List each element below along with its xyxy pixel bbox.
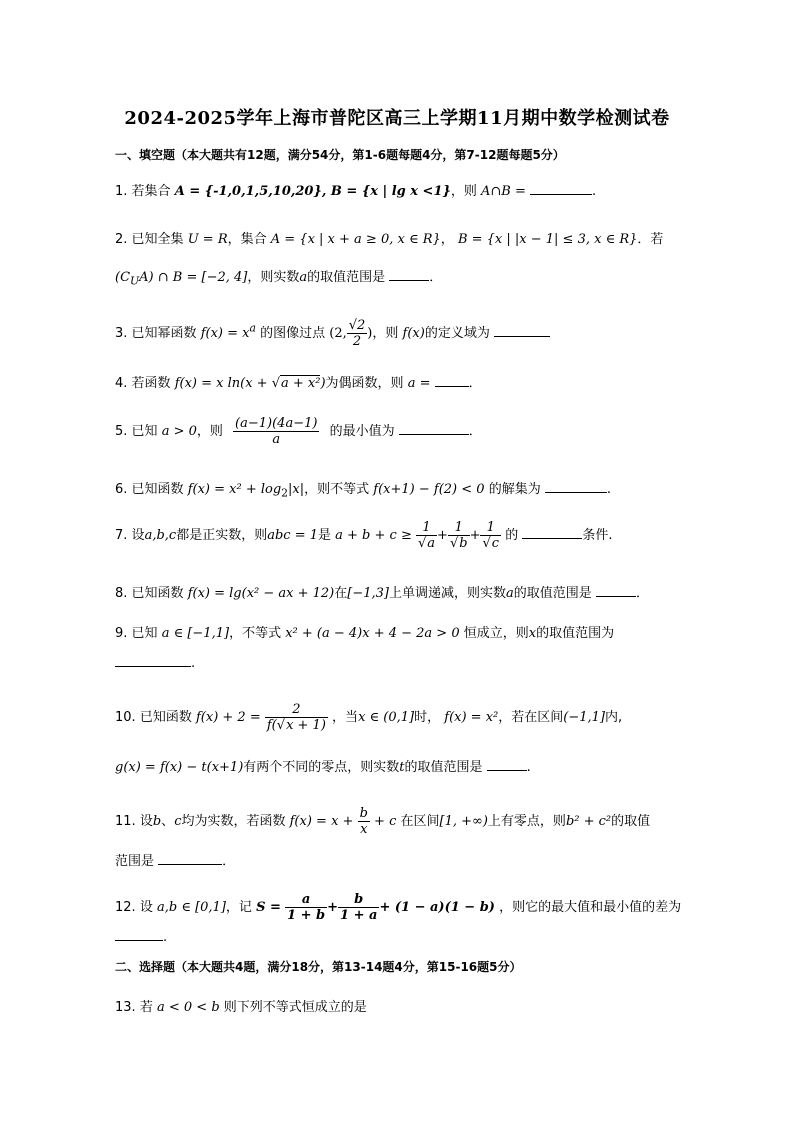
fraction-1-over-sqrt-c: $\frac{1}{√c}$ bbox=[482, 520, 500, 551]
answer-blank-8[interactable] bbox=[596, 584, 636, 597]
answer-blank-4[interactable] bbox=[435, 374, 469, 387]
question-12-cont: . bbox=[115, 928, 167, 945]
fraction-sqrt2-over-2: $\frac{√2}{2}$ bbox=[348, 318, 366, 349]
question-2-cont: $(C_UA)$ ∩ B = [−2, 4]，则实数a的取值范围是 ． bbox=[115, 270, 443, 288]
question-8: 8. 已知函数 f(x) = lg(x² − ax + 12)在[−1,3]上单调递减，则实数a的取值范围是 ． bbox=[115, 586, 649, 601]
answer-blank-5[interactable] bbox=[399, 422, 469, 435]
fraction-1-over-sqrt-a: $\frac{1}{√a}$ bbox=[417, 520, 436, 551]
answer-blank-10[interactable] bbox=[487, 758, 527, 771]
question-6: 6. 已知函数 $f(x) = x^2 + \log_2|x|$，则不等式 f(x+1) − f(2) < 0 的解集为 . bbox=[115, 482, 611, 500]
fraction-q5: $\frac{(a-1)(4a-1)}{a}$ bbox=[235, 416, 318, 447]
sqrt-sign: √ bbox=[271, 376, 280, 391]
answer-blank-6[interactable] bbox=[545, 480, 607, 493]
question-13: 13. 若 a < 0 < b 则下列不等式恒成立的是 bbox=[115, 1000, 367, 1015]
question-10: 10. 已知函数 f(x) + 2 = $\frac{2}{f(√x + 1)}$ ，当x ∈ (0,1]时， f(x) = x²，若在区间(−1,1]内, bbox=[115, 702, 623, 733]
answer-blank-2[interactable] bbox=[389, 268, 429, 281]
page-title: 2024-2025学年上海市普陀区高三上学期11月期中数学检测试卷 bbox=[124, 108, 670, 129]
question-7: 7. 设a,b,c都是正实数，则abc = 1是 a + b + c ≥ $\frac{1}{√a}$ + $\frac{1}{√b}$ + $\frac{1}{√c}$ 的 条件. bbox=[115, 520, 613, 551]
answer-blank-1[interactable] bbox=[530, 182, 592, 195]
question-2: 2. 已知全集 U = R，集合 A = {x | x + a ≥ 0, x ∈ R}， B = {x | |x − 1| ≤ 3, x ∈ R}．若 bbox=[115, 232, 664, 247]
question-5: 5. 已知 a > 0，则 $\frac{(a-1)(4a-1)}{a}$ 的最小值为 ． bbox=[115, 416, 482, 447]
question-9: 9. 已知 a ∈ [−1,1]，不等式 x² + (a − 4)x + 4 − 2a > 0 恒成立，则x的取值范围为 bbox=[115, 626, 615, 641]
fraction-a-over-1-plus-b: $\frac{a}{1 + b}$ bbox=[287, 892, 326, 923]
question-9-cont: . bbox=[115, 654, 195, 671]
question-11-cont: 范围是 ． bbox=[115, 854, 236, 869]
answer-blank-7[interactable] bbox=[522, 526, 582, 539]
fraction-1-over-sqrt-b: $\frac{1}{√b}$ bbox=[449, 520, 468, 551]
fraction-b-over-1-plus-a: $\frac{b}{1 + a}$ bbox=[340, 892, 378, 923]
question-12: 12. 设 a,b ∈ [0,1]，记 S = $\frac{a}{1 + b}$ + $\frac{b}{1 + a}$ + (1 − a)(1 − b) ，则它的最大值和最小值的差为 bbox=[115, 892, 682, 923]
section-choice-header: 二、选择题（本大题共4题，满分18分，第13-14题4分，第15-16题5分） bbox=[115, 960, 522, 974]
answer-blank-12[interactable] bbox=[115, 928, 163, 941]
question-3: 3. 已知幂函数 $f(x) = x^a$ 的图像过点 (2, $\frac{√2}{2}$ )，则 f(x)的定义域为 bbox=[115, 318, 550, 349]
section-fill-blank-header: 一、填空题（本大题共有12题，满分54分，第1-6题每题4分，第7-12题每题5分） bbox=[115, 148, 565, 162]
answer-blank-3[interactable] bbox=[494, 324, 550, 337]
fraction-q10: $\frac{2}{f(√x + 1)}$ bbox=[266, 702, 326, 733]
question-4: 4. 若函数 f(x) = x ln(x + √a + x²)为偶函数，则 a = ． bbox=[115, 376, 482, 391]
question-10-cont: g(x) = f(x) − t(x+1)有两个不同的零点，则实数t的取值范围是 . bbox=[115, 760, 531, 775]
answer-blank-9[interactable] bbox=[115, 654, 191, 667]
question-11: 11. 设b、c均为实数，若函数 f(x) = x + $\frac{b}{x}$ + c 在区间[1, +∞)上有零点，则b² + c²的取值 bbox=[115, 806, 651, 837]
fraction-b-over-x: $\frac{b}{x}$ bbox=[359, 806, 368, 837]
question-1: 1. 若集合 A = {-1,0,1,5,10,20}, B = {x | lg x <1}，则 A∩B = . bbox=[115, 184, 597, 199]
answer-blank-11[interactable] bbox=[158, 852, 222, 865]
